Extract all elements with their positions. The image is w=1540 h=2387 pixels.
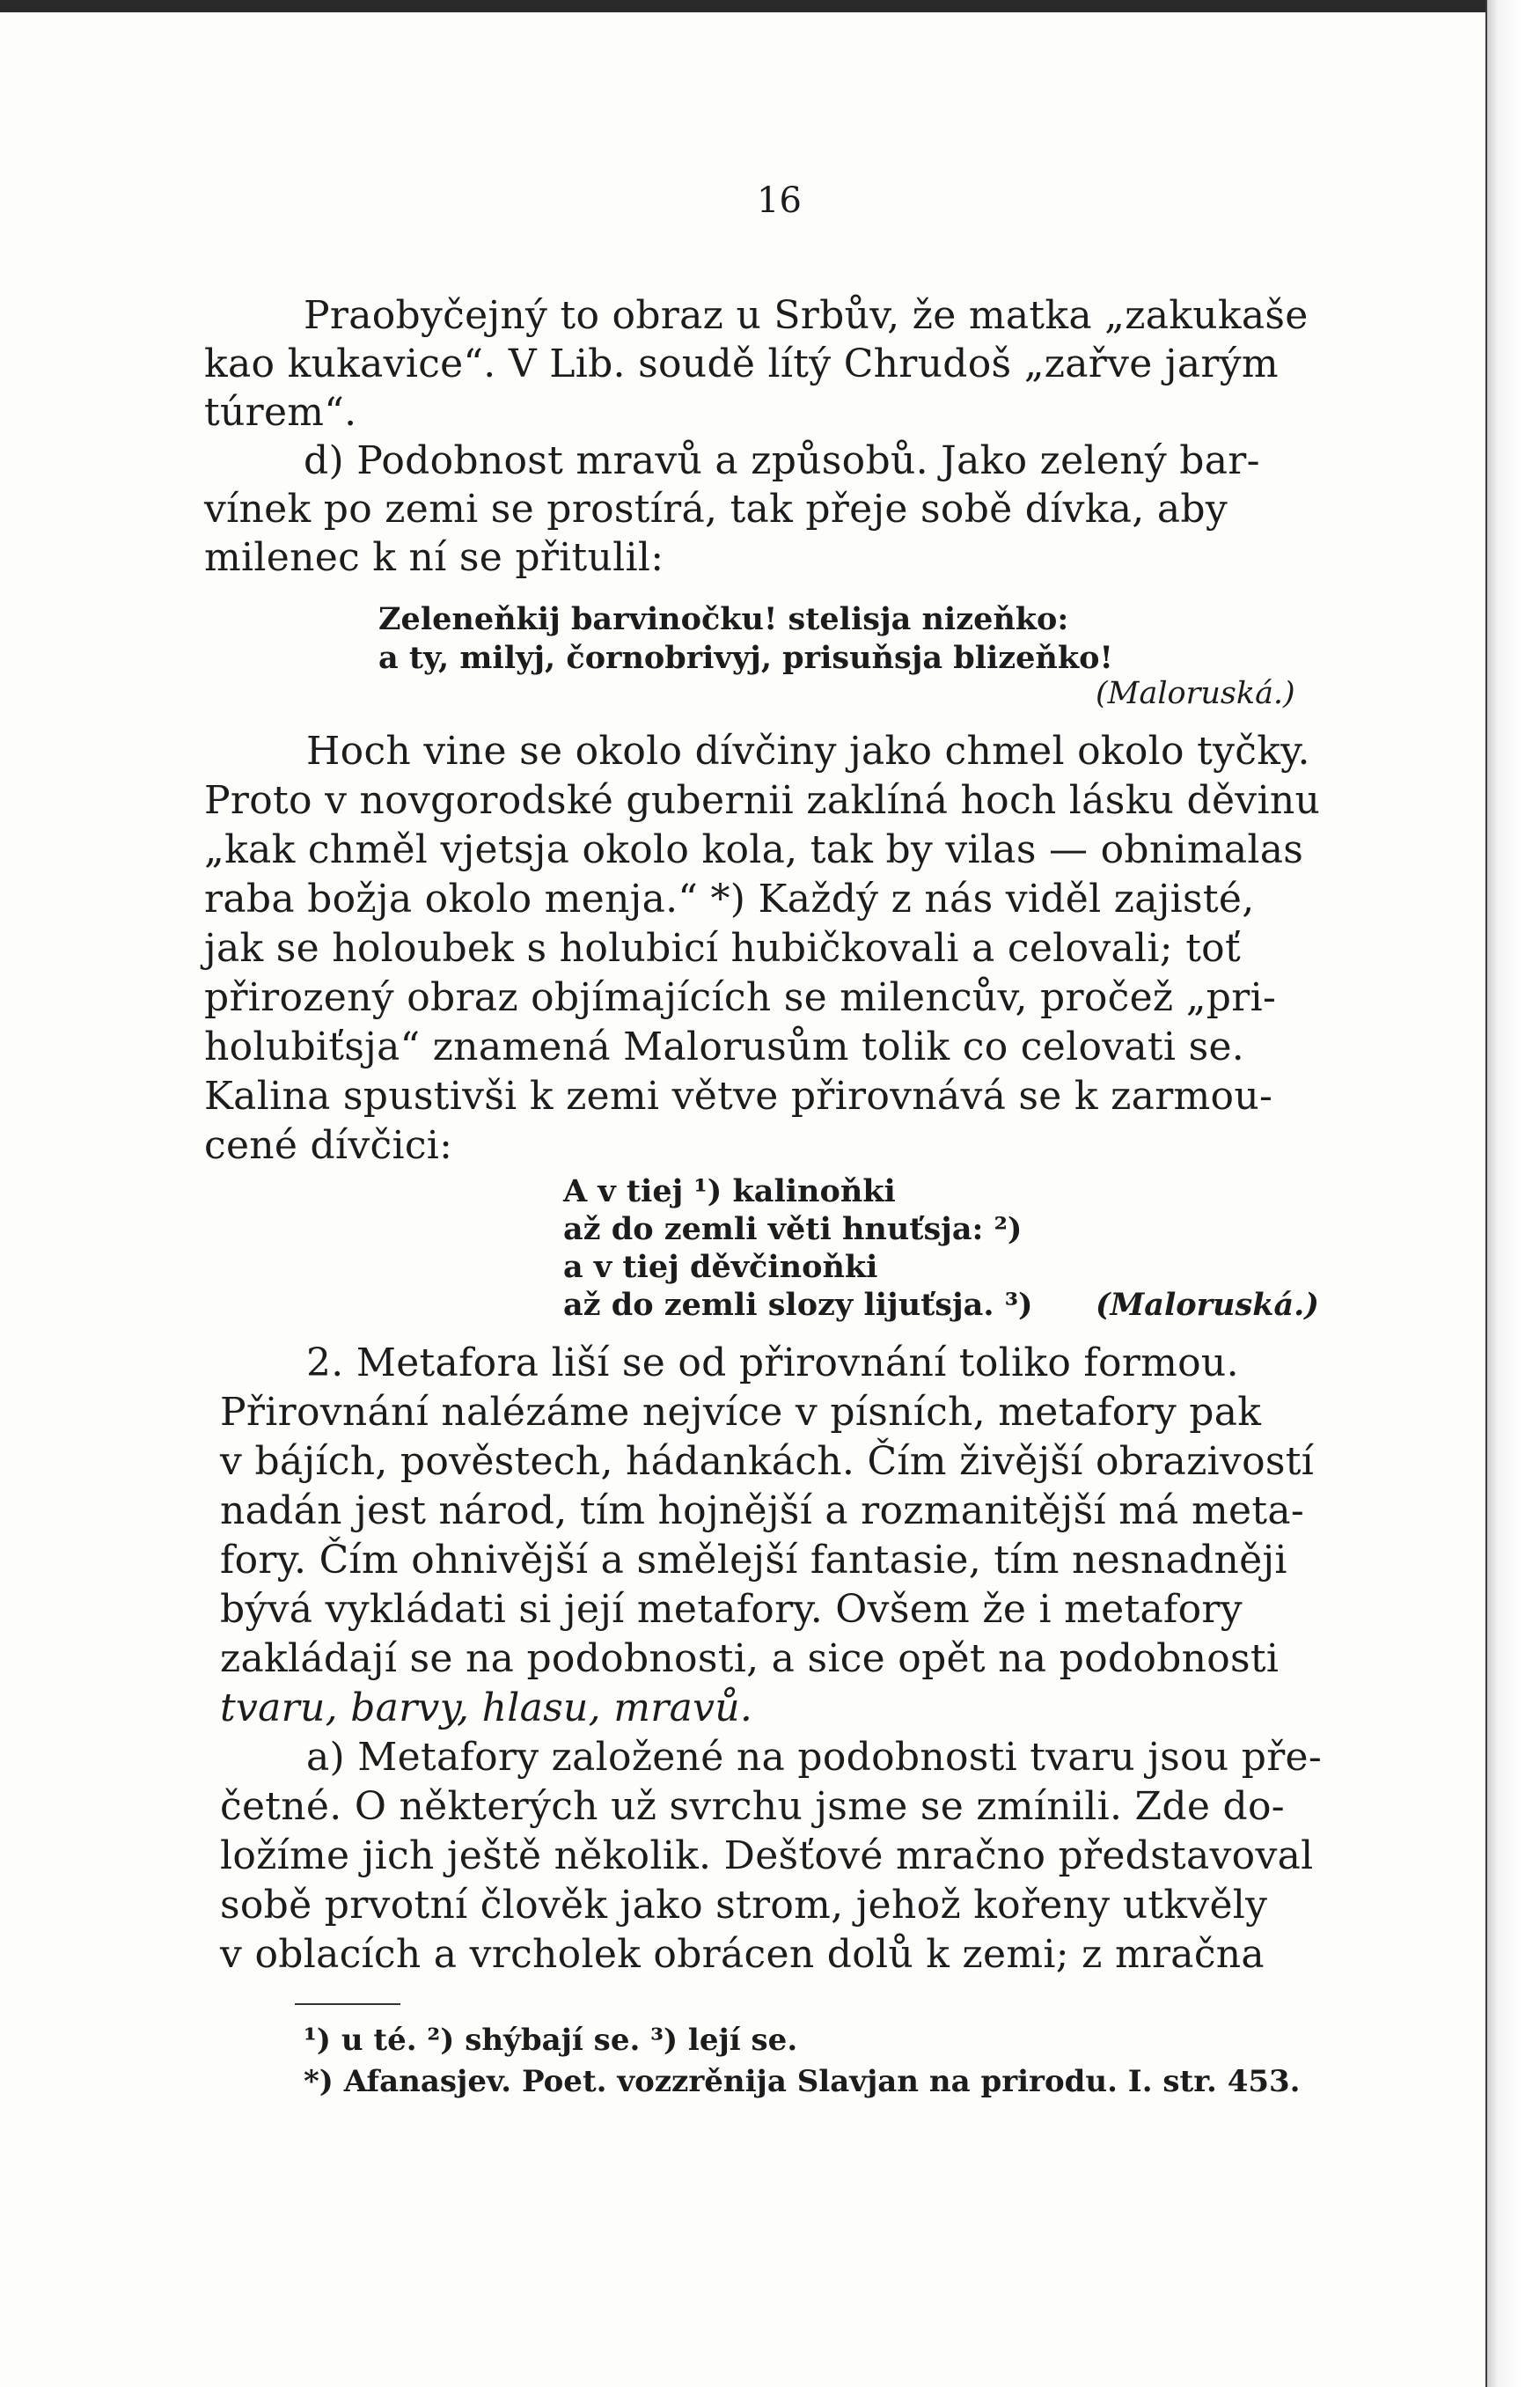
text-line: přirozený obraz objímajících se milencův, pročež „pri-	[204, 975, 1277, 1020]
text-line: Proto v novgorodské gubernii zaklíná hoch lásku děvinu	[204, 778, 1321, 823]
text-line: v oblacích a vrcholek obrácen dolů k zemi; z mračna	[220, 1932, 1265, 1977]
text-line: milenec k ní se přitulil:	[204, 535, 664, 580]
verse-line: až do zemli slozy lijuťsja. ³)	[563, 1287, 1033, 1323]
verse-line: až do zemli věti hnuťsja: ²)	[563, 1211, 1023, 1247]
text-line: četné. O některých už svrchu jsme se zmínili. Zde do-	[220, 1784, 1285, 1829]
text-line: zakládají se na podobnosti, a sice opět na podobnosti	[220, 1636, 1280, 1681]
footnote-line: *) Afanasjev. Poet. vozzrěnija Slavjan na prirodu. I. str. 453.	[304, 2064, 1301, 2099]
verse-source: (Maloruská.)	[1096, 676, 1295, 711]
text-line: d) Podobnost mravů a způsobů. Jako zelený bar-	[304, 438, 1260, 483]
text-line: ložíme jich ještě několik. Dešťové mračno představoval	[220, 1833, 1314, 1878]
text-line: cené dívčici:	[204, 1123, 453, 1168]
verse-line: a v tiej děvčinoňki	[563, 1249, 878, 1285]
text-line: a) Metafory založené na podobnosti tvaru jsou pře-	[306, 1735, 1323, 1780]
text-line: raba božja okolo menja.“ *) Každý z nás viděl zajisté,	[204, 877, 1255, 922]
verse-line: Zeleneňkij barvinočku! stelisja nizeňko:	[378, 601, 1069, 637]
text-line: sobě prvotní člověk jako strom, jehož kořeny utkvěly	[220, 1883, 1268, 1928]
text-line: Přirovnání nalézáme nejvíce v písních, metafory pak	[220, 1390, 1262, 1435]
text-line: fory. Čím ohnivější a smělejší fantasie, tím nesnadněji	[220, 1538, 1287, 1583]
text-line: bývá vykládati si její metafory. Ovšem že i metafory	[220, 1587, 1243, 1632]
page-number: 16	[757, 180, 802, 221]
verse-source: (Maloruská.)	[1096, 1287, 1319, 1323]
text-line: 2. Metafora liší se od přirovnání toliko formou.	[306, 1340, 1239, 1385]
footnote-line: ¹) u té. ²) shýbají se. ³) lejí se.	[304, 2023, 798, 2058]
text-line: holubiťsja“ znamená Malorusům tolik co celovati se.	[204, 1025, 1245, 1069]
text-line: tvaru, barvy, hlasu, mravů.	[220, 1686, 753, 1730]
scan-top-border	[0, 0, 1487, 12]
text-line: vínek po zemi se prostírá, tak přeje sobě dívka, aby	[204, 487, 1228, 532]
text-line: v bájích, pověstech, hádankách. Čím živější obrazivostí	[220, 1439, 1315, 1484]
text-line: jak se holoubek s holubicí hubičkovali a celovali; toť	[204, 926, 1241, 971]
text-line: nadán jest národ, tím hojnější a rozmanitější má meta-	[220, 1488, 1305, 1533]
footnote-rule	[295, 2003, 400, 2005]
text-line: túrem“.	[204, 390, 357, 435]
text-line: Hoch vine se okolo dívčiny jako chmel okolo tyčky.	[306, 729, 1310, 774]
scan-right-margin	[1487, 0, 1540, 2387]
text-line: „kak chměl vjetsja okolo kola, tak by vilas — obnimalas	[204, 827, 1304, 872]
verse-line: A v tiej ¹) kalinoňki	[563, 1173, 896, 1209]
verse-line: a ty, milyj, čornobrivyj, prisuňsja blizeňko!	[378, 640, 1113, 676]
text-line: Kalina spustivši k zemi větve přirovnává se k zarmou-	[204, 1074, 1273, 1119]
text-line: kao kukavice“. V Lib. soudě lítý Chrudoš „zařve jarým	[204, 342, 1279, 386]
text-line: Praobyčejný to obraz u Srbův, že matka „zakukaše	[304, 293, 1309, 338]
